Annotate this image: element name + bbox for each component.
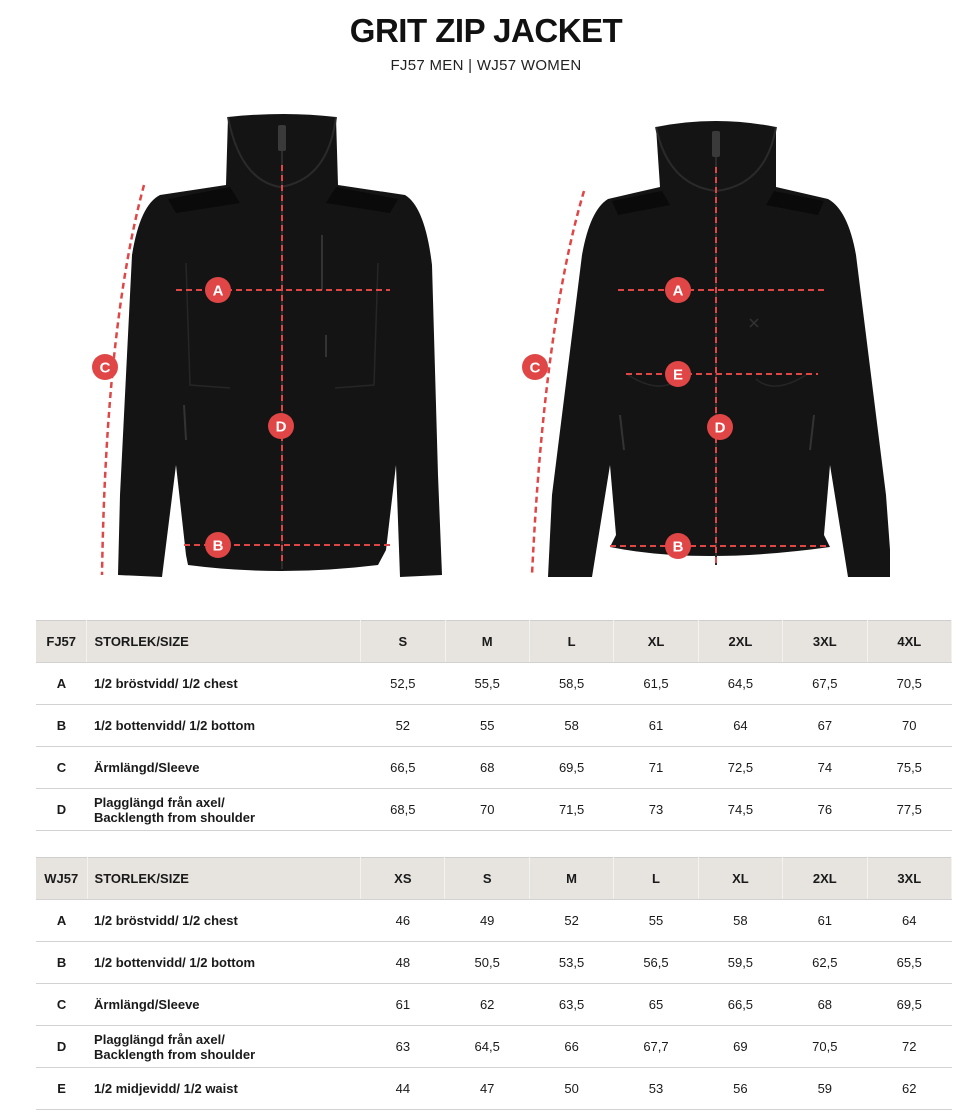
- table-cell: 64: [698, 705, 782, 747]
- table-cell: 61: [614, 705, 698, 747]
- table-cell: 52: [529, 900, 613, 942]
- women-marker-d: [707, 414, 733, 440]
- row-label: 1/2 bröstvidd/ 1/2 chest: [87, 900, 361, 942]
- row-code: C: [36, 984, 87, 1026]
- men-table-header-row: [36, 621, 952, 663]
- women-marker-d-label: D: [714, 419, 726, 437]
- men-table-code: FJ57: [36, 621, 87, 663]
- women-size-header: 3XL: [867, 858, 952, 900]
- women-row-c: [36, 984, 952, 1026]
- row-code: D: [36, 1026, 87, 1068]
- table-cell: 64,5: [445, 1026, 529, 1068]
- table-cell: 66: [529, 1026, 613, 1068]
- table-cell: 71,5: [529, 789, 613, 831]
- row-label: 1/2 bröstvidd/ 1/2 chest: [87, 663, 361, 705]
- table-cell: 50: [529, 1068, 613, 1110]
- row-label: Ärmlängd/Sleeve: [87, 747, 361, 789]
- table-cell: 70: [867, 705, 951, 747]
- table-cell: 61: [783, 900, 867, 942]
- table-cell: 68: [783, 984, 867, 1026]
- men-marker-b: [205, 532, 231, 558]
- row-label: [87, 1026, 361, 1068]
- men-marker-b-label: B: [212, 537, 224, 555]
- table-cell: 56,5: [614, 942, 698, 984]
- women-table-size-label: STORLEK/SIZE: [87, 858, 361, 900]
- row-label-line1: Plagglängd från axel/: [93, 794, 225, 810]
- men-marker-d: [268, 413, 294, 439]
- row-code: A: [36, 663, 87, 705]
- table-cell: 62: [867, 1068, 952, 1110]
- women-size-header: 2XL: [783, 858, 867, 900]
- table-cell: 61: [361, 984, 445, 1026]
- page-subtitle: FJ57 MEN | WJ57 WOMEN: [390, 57, 582, 74]
- table-cell: 67,5: [783, 663, 867, 705]
- women-marker-a-label: A: [672, 282, 684, 300]
- women-marker-c: [522, 354, 548, 380]
- women-marker-b-label: B: [672, 538, 684, 556]
- women-marker-a: [665, 277, 691, 303]
- women-marker-e-label: E: [672, 366, 684, 384]
- women-row-a: [36, 900, 952, 942]
- table-cell: 49: [445, 900, 529, 942]
- men-marker-d-label: D: [275, 418, 287, 436]
- table-cell: 52,5: [361, 663, 445, 705]
- table-cell: 67,7: [614, 1026, 698, 1068]
- men-size-header: XL: [614, 621, 698, 663]
- men-table-size-label: STORLEK/SIZE: [87, 621, 361, 663]
- table-cell: 73: [614, 789, 698, 831]
- row-label: Ärmlängd/Sleeve: [87, 984, 361, 1026]
- women-size-header: S: [445, 858, 529, 900]
- women-row-d: [36, 1026, 952, 1068]
- row-code: E: [36, 1068, 87, 1110]
- table-cell: 72,5: [698, 747, 782, 789]
- women-marker-c-label: C: [529, 359, 541, 377]
- table-cell: 62: [445, 984, 529, 1026]
- table-cell: 55: [445, 705, 529, 747]
- table-cell: 64: [867, 900, 952, 942]
- table-cell: 58,5: [529, 663, 613, 705]
- table-cell: 47: [445, 1068, 529, 1110]
- table-cell: 65,5: [867, 942, 952, 984]
- men-jacket-figure: [80, 95, 460, 595]
- table-cell: 74,5: [698, 789, 782, 831]
- table-cell: 53: [614, 1068, 698, 1110]
- table-cell: 63: [361, 1026, 445, 1068]
- men-row-d: [36, 789, 952, 831]
- table-cell: 58: [529, 705, 613, 747]
- men-row-b: [36, 705, 952, 747]
- table-cell: 55: [614, 900, 698, 942]
- table-cell: 50,5: [445, 942, 529, 984]
- women-size-header: XS: [361, 858, 445, 900]
- table-cell: 68: [445, 747, 529, 789]
- women-row-b: [36, 942, 952, 984]
- table-cell: 59: [783, 1068, 867, 1110]
- table-cell: 70: [445, 789, 529, 831]
- table-cell: 63,5: [529, 984, 613, 1026]
- men-marker-a-label: A: [212, 282, 224, 300]
- table-cell: 74: [783, 747, 867, 789]
- table-cell: 72: [867, 1026, 952, 1068]
- table-cell: 53,5: [529, 942, 613, 984]
- table-cell: 65: [614, 984, 698, 1026]
- men-size-header: S: [361, 621, 445, 663]
- table-cell: 69: [698, 1026, 782, 1068]
- row-label: 1/2 bottenvidd/ 1/2 bottom: [87, 705, 361, 747]
- table-cell: 44: [361, 1068, 445, 1110]
- table-cell: 48: [361, 942, 445, 984]
- row-label: 1/2 midjevidd/ 1/2 waist: [87, 1068, 361, 1110]
- men-size-table: [36, 620, 952, 831]
- table-cell: 46: [361, 900, 445, 942]
- table-cell: 75,5: [867, 747, 951, 789]
- table-cell: 62,5: [783, 942, 867, 984]
- row-label: 1/2 bottenvidd/ 1/2 bottom: [87, 942, 361, 984]
- table-cell: 69,5: [867, 984, 952, 1026]
- table-cell: 52: [361, 705, 445, 747]
- table-cell: 66,5: [361, 747, 445, 789]
- men-jacket-diagram: [80, 95, 460, 595]
- page-title: GRIT ZIP JACKET: [349, 12, 623, 49]
- row-label: [87, 789, 361, 831]
- table-cell: 77,5: [867, 789, 951, 831]
- table-cell: 68,5: [361, 789, 445, 831]
- women-marker-b: [665, 533, 691, 559]
- row-label-line2: Backlength from shoulder: [94, 1046, 256, 1062]
- table-cell: 70,5: [867, 663, 951, 705]
- table-cell: 70,5: [783, 1026, 867, 1068]
- table-cell: 69,5: [529, 747, 613, 789]
- men-marker-c: [92, 354, 118, 380]
- row-code: B: [36, 942, 87, 984]
- women-marker-e: [665, 361, 691, 387]
- table-cell: 58: [698, 900, 782, 942]
- women-size-header: XL: [698, 858, 782, 900]
- table-cell: 71: [614, 747, 698, 789]
- women-size-header: M: [529, 858, 613, 900]
- men-jacket-illustration: [118, 114, 442, 577]
- table-cell: 59,5: [698, 942, 782, 984]
- row-code: B: [36, 705, 87, 747]
- table-cell: 64,5: [698, 663, 782, 705]
- men-row-c: [36, 747, 952, 789]
- women-row-e: [36, 1068, 952, 1110]
- men-size-header: 4XL: [867, 621, 951, 663]
- men-marker-a: [205, 277, 231, 303]
- men-size-header: L: [529, 621, 613, 663]
- men-size-header: 3XL: [783, 621, 867, 663]
- row-code: D: [36, 789, 87, 831]
- row-code: C: [36, 747, 87, 789]
- men-marker-c-label: C: [99, 359, 111, 377]
- women-table-header-row: [36, 858, 952, 900]
- women-table-code: WJ57: [36, 858, 87, 900]
- women-jacket-illustration: [548, 121, 890, 577]
- women-jacket-figure: [510, 95, 890, 595]
- row-label-line1: Plagglängd från axel/: [94, 1031, 225, 1047]
- row-code: A: [36, 900, 87, 942]
- women-size-table: [36, 857, 952, 1110]
- table-cell: 76: [783, 789, 867, 831]
- women-jacket-diagram: [510, 95, 890, 595]
- men-row-a: [36, 663, 952, 705]
- table-cell: 61,5: [614, 663, 698, 705]
- women-size-header: L: [614, 858, 698, 900]
- men-size-header: 2XL: [698, 621, 782, 663]
- table-cell: 55,5: [445, 663, 529, 705]
- table-cell: 66,5: [698, 984, 782, 1026]
- table-cell: 56: [698, 1068, 782, 1110]
- row-label-line2: Backlength from shoulder: [93, 809, 256, 825]
- men-size-header: M: [445, 621, 529, 663]
- table-cell: 67: [783, 705, 867, 747]
